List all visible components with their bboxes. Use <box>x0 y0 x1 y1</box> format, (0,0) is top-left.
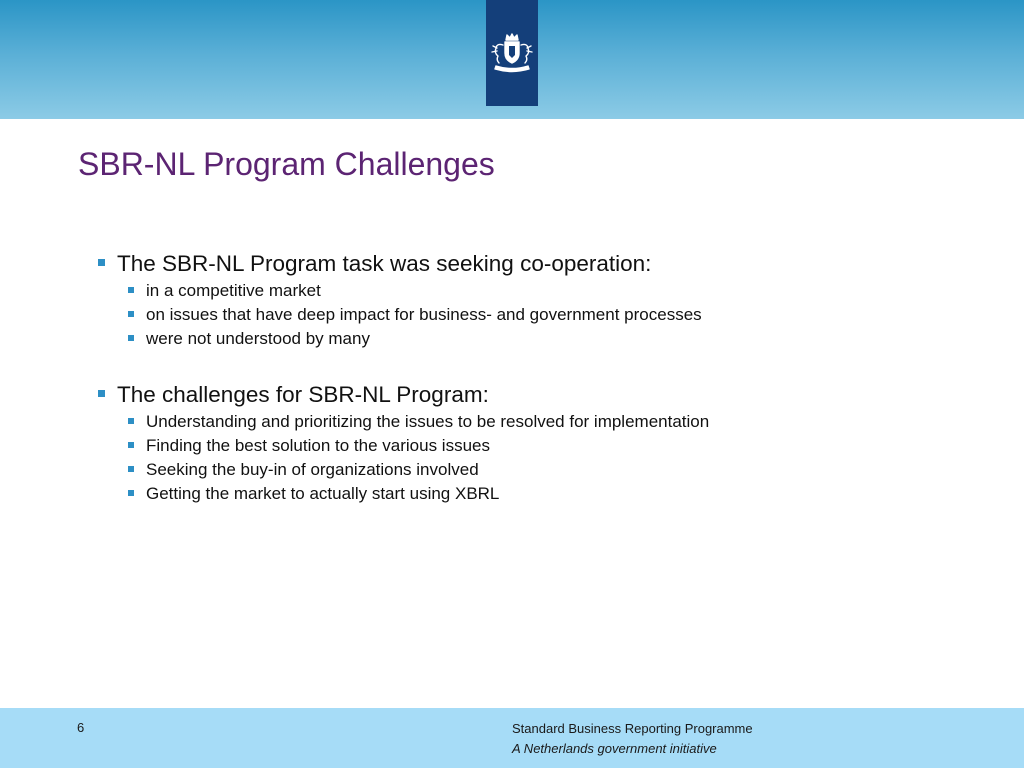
bullet-text: The SBR-NL Program task was seeking co-operation: <box>117 251 652 276</box>
square-bullet-icon <box>128 466 134 472</box>
list-item <box>128 279 978 303</box>
slide-content <box>98 250 978 536</box>
list-item <box>128 410 978 434</box>
bullet-text: Getting the market to actually start using XBRL <box>146 484 500 503</box>
bullet-level-1 <box>98 381 978 409</box>
square-bullet-icon <box>128 311 134 317</box>
square-bullet-icon <box>128 442 134 448</box>
bullet-section <box>98 381 978 506</box>
square-bullet-icon <box>128 418 134 424</box>
header-band <box>0 0 1024 119</box>
bullet-level-1 <box>98 250 978 278</box>
bullet-text: Finding the best solution to the various issues <box>146 436 490 455</box>
page-number: 6 <box>77 720 85 735</box>
dutch-coat-of-arms-icon <box>488 31 536 75</box>
footer-text <box>512 719 753 759</box>
sub-bullet-list <box>128 410 978 506</box>
square-bullet-icon <box>128 335 134 341</box>
bullet-text: in a competitive market <box>146 281 321 300</box>
list-item <box>128 434 978 458</box>
bullet-section <box>98 250 978 351</box>
bullet-text: The challenges for SBR-NL Program: <box>117 382 489 407</box>
slide-title: SBR-NL Program Challenges <box>78 146 495 182</box>
square-bullet-icon <box>98 390 105 397</box>
square-bullet-icon <box>98 259 105 266</box>
square-bullet-icon <box>128 287 134 293</box>
list-item <box>128 458 978 482</box>
sub-bullet-list <box>128 279 978 351</box>
bullet-text: were not understood by many <box>146 329 370 348</box>
government-logo <box>486 0 538 106</box>
footer-band <box>0 708 1024 768</box>
program-name: Standard Business Reporting Programme <box>512 721 753 736</box>
bullet-text: Seeking the buy-in of organizations involved <box>146 460 479 479</box>
tagline: A Netherlands government initiative <box>512 741 717 756</box>
square-bullet-icon <box>128 490 134 496</box>
list-item <box>128 482 978 506</box>
list-item <box>128 303 978 327</box>
bullet-text: Understanding and prioritizing the issues to be resolved for implementation <box>146 412 710 431</box>
list-item <box>128 327 978 351</box>
bullet-text: on issues that have deep impact for business- and government processes <box>146 305 702 324</box>
